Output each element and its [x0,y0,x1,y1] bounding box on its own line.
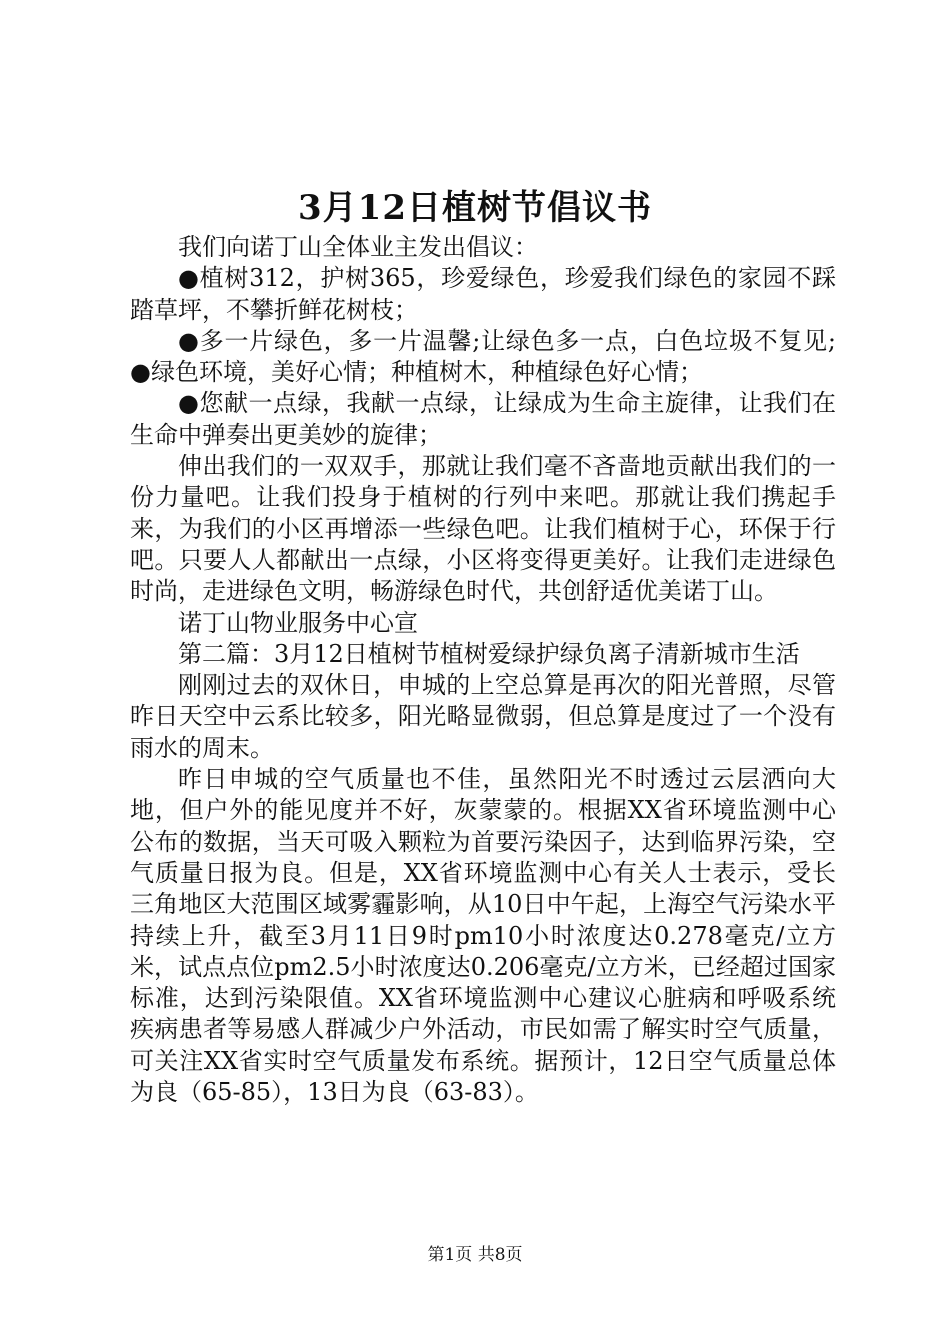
paragraph: 昨日申城的空气质量也不佳，虽然阳光不时透过云层洒向大地，但户外的能见度并不好，灰蒙蒙的。根据XX省环境监测中心公布的数据，当天可吸入颗粒为首要污染因子，达到临界污染，空气质量日报为良。但是，XX省环境监测中心有关人士表示，受长三角地区大范围区域雾霾影响，从10日中午起，上海空气污染水平持续上升，截至3月11日9时pm10小时浓度达0.278毫克/立方米，试点点位pm2.5小时浓度达0.206毫克/立方米，已经超过国家标准，达到污染限值。XX省环境监测中心建议心脏病和呼吸系统疾病患者等易感人群减少户外活动，市民如需了解实时空气质量，可关注XX省实时空气质量发布系统。据预计，12日空气质量总体为良（65-85），13日为良（63-83）。 [130,765,836,1107]
paragraph: 刚刚过去的双休日，申城的上空总算是再次的阳光普照，尽管昨日天空中云系比较多，阳光略显微弱，但总算是度过了一个没有雨水的周末。 [130,671,836,762]
page-title: 3月12日植树节倡议书 [298,188,652,228]
paragraph: 伸出我们的一双双手，那就让我们毫不吝啬地贡献出我们的一份力量吧。让我们投身于植树的行列中来吧。那就让我们携起手来，为我们的小区再增添一些绿色吧。让我们植树于心，环保于行吧。只要人人都献出一点绿，小区将变得更美好。让我们走进绿色时尚，走进绿色文明，畅游绿色时代，共创舒适优美诺丁山。 [130,452,836,606]
paragraph: 诺丁山物业服务中心宣 [178,608,418,637]
paragraph: ●植树312，护树365，珍爱绿色，珍爱我们绿色的家园不踩踏草坪，不攀折鲜花树枝； [130,264,836,324]
section-heading: 第二篇：3月12日植树节植树爱绿护绿负离子清新城市生活 [178,639,800,668]
paragraph: ●您献一点绿，我献一点绿，让绿成为生命主旋律，让我们在生命中弹奏出更美妙的旋律； [130,389,836,449]
document-body [130,232,836,1108]
paragraph: ●多一片绿色，多一片温馨;让绿色多一点，白色垃圾不复见;●绿色环境，美好心情；种植树木，种植绿色好心情； [130,326,836,387]
page-number-footer: 第1页 共8页 [427,1245,523,1265]
paragraph: 我们向诺丁山全体业主发出倡议： [178,233,538,261]
